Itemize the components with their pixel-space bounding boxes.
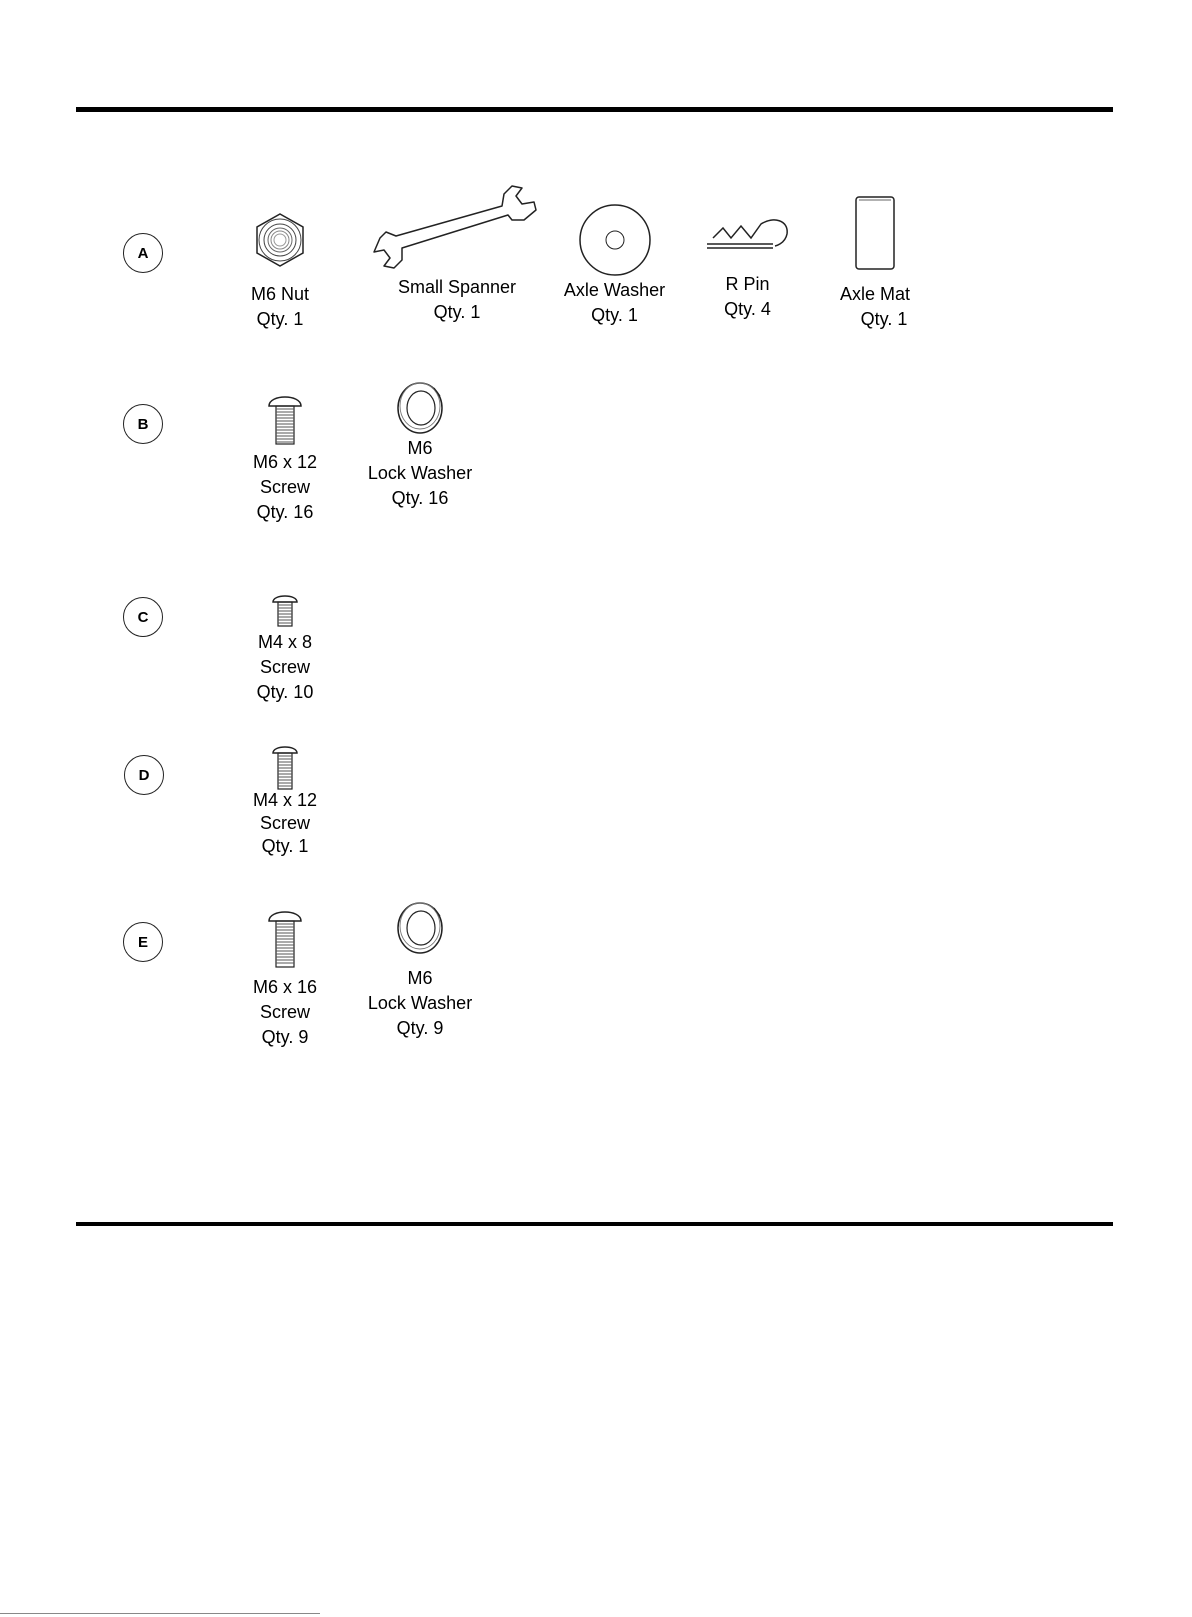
part-qty: Qty. 10: [256, 682, 314, 702]
hex-nut-icon: [250, 210, 310, 270]
part-name: Lock Washer: [367, 993, 473, 1013]
part-qty: Qty. 16: [256, 502, 314, 522]
part-m4x8-screw: [230, 592, 340, 705]
part-name: R Pin: [725, 274, 770, 294]
part-qty: Qty. 9: [396, 1018, 444, 1038]
part-name: Axle Washer: [563, 280, 666, 300]
part-qty: Qty. 4: [724, 299, 771, 319]
washer-icon: [576, 202, 654, 278]
spanner-icon: [372, 182, 542, 272]
part-m6-nut: [230, 210, 330, 332]
lock-washer-icon: [394, 378, 446, 436]
row-label-c: C: [123, 597, 163, 637]
part-size: M6: [407, 438, 433, 458]
part-name: Lock Washer: [367, 463, 473, 483]
part-size: M6: [407, 968, 433, 988]
part-name: Screw: [259, 813, 310, 833]
screw-icon: [265, 390, 305, 446]
part-m6-lock-washer: [350, 378, 490, 511]
part-m4x12-screw: [230, 743, 340, 858]
part-size: M4 x 8: [257, 632, 313, 652]
part-qty: Qty. 1: [256, 309, 304, 329]
part-qty: Qty. 1: [860, 309, 908, 329]
row-label-a: A: [123, 233, 163, 273]
part-qty: Qty. 16: [391, 488, 449, 508]
part-name: Screw: [259, 477, 310, 497]
top-rule: [76, 107, 1113, 112]
part-name: Small Spanner: [397, 277, 517, 297]
part-small-spanner: [372, 182, 542, 325]
part-name: Screw: [259, 1002, 310, 1022]
bottom-rule: [76, 1222, 1113, 1226]
part-size: M6 x 12: [252, 452, 318, 472]
r-pin-icon: [703, 218, 793, 252]
part-size: M6 x 16: [252, 977, 318, 997]
part-m6-lock-washer-e: [350, 898, 490, 1041]
part-qty: Qty. 9: [261, 1027, 309, 1047]
part-name: Axle Mat: [839, 284, 911, 304]
screw-icon: [270, 592, 300, 628]
part-qty: Qty. 1: [433, 302, 481, 322]
screw-icon: [265, 905, 305, 969]
part-m6x12-screw: [230, 390, 340, 525]
lock-washer-icon: [394, 898, 446, 956]
part-r-pin: [700, 218, 795, 322]
row-label-e: E: [123, 922, 163, 962]
axle-mat-icon: [853, 194, 897, 272]
part-axle-washer: [552, 202, 677, 328]
page-edge-line: [0, 1613, 320, 1614]
part-m6x16-screw: [230, 905, 340, 1050]
part-qty: Qty. 1: [591, 305, 638, 325]
row-label-d: D: [124, 755, 164, 795]
part-size: M4 x 12: [252, 790, 318, 810]
screw-icon: [270, 743, 300, 791]
part-name: M6 Nut: [250, 284, 310, 304]
row-label-b: B: [123, 404, 163, 444]
part-axle-mat: [820, 194, 930, 332]
part-name: Screw: [259, 657, 310, 677]
part-qty: Qty. 1: [261, 836, 309, 856]
